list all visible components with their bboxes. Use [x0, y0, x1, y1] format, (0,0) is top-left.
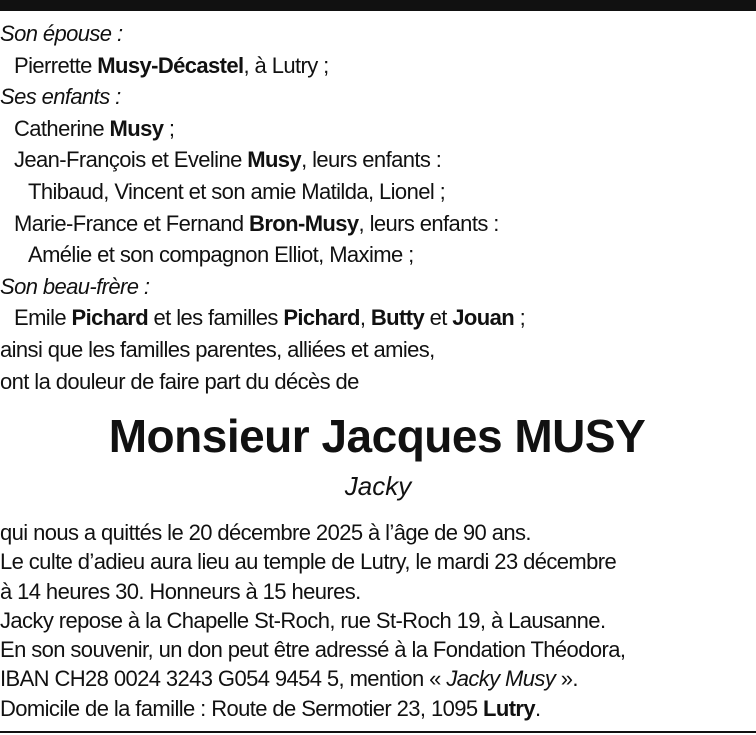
donation-line — [0, 664, 756, 693]
top-rule — [0, 0, 756, 11]
bil-end: ; — [514, 305, 526, 331]
child-line — [0, 144, 756, 176]
family-name: Jouan — [452, 305, 515, 331]
address-place: Lutry — [483, 695, 536, 721]
spouse-rest: , à Lutry ; — [243, 52, 329, 78]
closing-line: ainsi que les familles parentes, alliées et amies, — [0, 336, 435, 362]
spouse-line — [0, 50, 756, 82]
brother-in-law-heading: Son beau-frère : — [0, 273, 150, 299]
mention-name: Jacky Musy — [446, 666, 556, 692]
address-end: . — [535, 695, 541, 721]
children-heading: Ses enfants : — [0, 84, 121, 110]
child3-first: Marie-France et Fernand — [14, 210, 244, 236]
bil-mid: et les familles — [148, 305, 284, 331]
child-line — [0, 113, 756, 145]
deceased-nickname: Jacky — [344, 471, 412, 501]
child2-surname: Musy — [247, 147, 302, 173]
separator: , — [359, 305, 371, 331]
bil-first: Emile — [14, 305, 67, 331]
mention-end: ». — [555, 666, 578, 692]
deceased-full-name: Monsieur Jacques MUSY — [108, 410, 646, 462]
closing-line: ont la douleur de faire part du décès de — [0, 368, 359, 394]
detail-line: à 14 heures 30. Honneurs à 15 heures. — [0, 578, 361, 604]
address-text: Domicile de la famille : Route de Sermotier 23, 1095 — [0, 695, 484, 721]
family-name: Pichard — [283, 305, 360, 331]
detail-line: En son souvenir, un don peut être adressé à la Fondation Théodora, — [0, 637, 626, 663]
family-name: Butty — [370, 305, 425, 331]
child1-rest: ; — [163, 115, 175, 141]
brother-in-law-line — [0, 302, 756, 334]
address-line — [0, 694, 756, 723]
family-list — [0, 18, 756, 397]
iban-text: IBAN CH28 0024 3243 G054 9454 5, mention « — [0, 666, 447, 692]
child2-first: Jean-François et Eveline — [14, 147, 242, 173]
grandchildren-line: Thibaud, Vincent et son amie Matilda, Lionel ; — [28, 178, 446, 204]
child1-surname: Musy — [109, 115, 164, 141]
detail-line: Le culte d’adieu aura lieu au temple de Lutry, le mardi 23 décembre — [0, 549, 617, 575]
separator: et — [424, 305, 453, 331]
detail-line: Jacky repose à la Chapelle St-Roch, rue St-Roch 19, à Lausanne. — [0, 607, 606, 633]
detail-line: qui nous a quittés le 20 décembre 2025 à l’âge de 90 ans. — [0, 520, 531, 545]
child-line — [0, 208, 756, 240]
grandchildren-line: Amélie et son compagnon Elliot, Maxime ; — [28, 242, 414, 268]
child2-rest: , leurs enfants : — [301, 147, 442, 173]
child1-first: Catherine — [14, 115, 104, 141]
bil-surname: Pichard — [71, 305, 149, 331]
ceremony-details — [0, 518, 756, 723]
spouse-surname: Musy-Décastel — [97, 52, 244, 78]
spouse-heading: Son épouse : — [0, 21, 123, 46]
deceased-name-block — [0, 406, 756, 506]
child3-rest: , leurs enfants : — [358, 210, 499, 236]
spouse-first: Pierrette — [14, 52, 92, 78]
bottom-rule — [0, 731, 756, 733]
child3-surname: Bron-Musy — [249, 210, 359, 236]
